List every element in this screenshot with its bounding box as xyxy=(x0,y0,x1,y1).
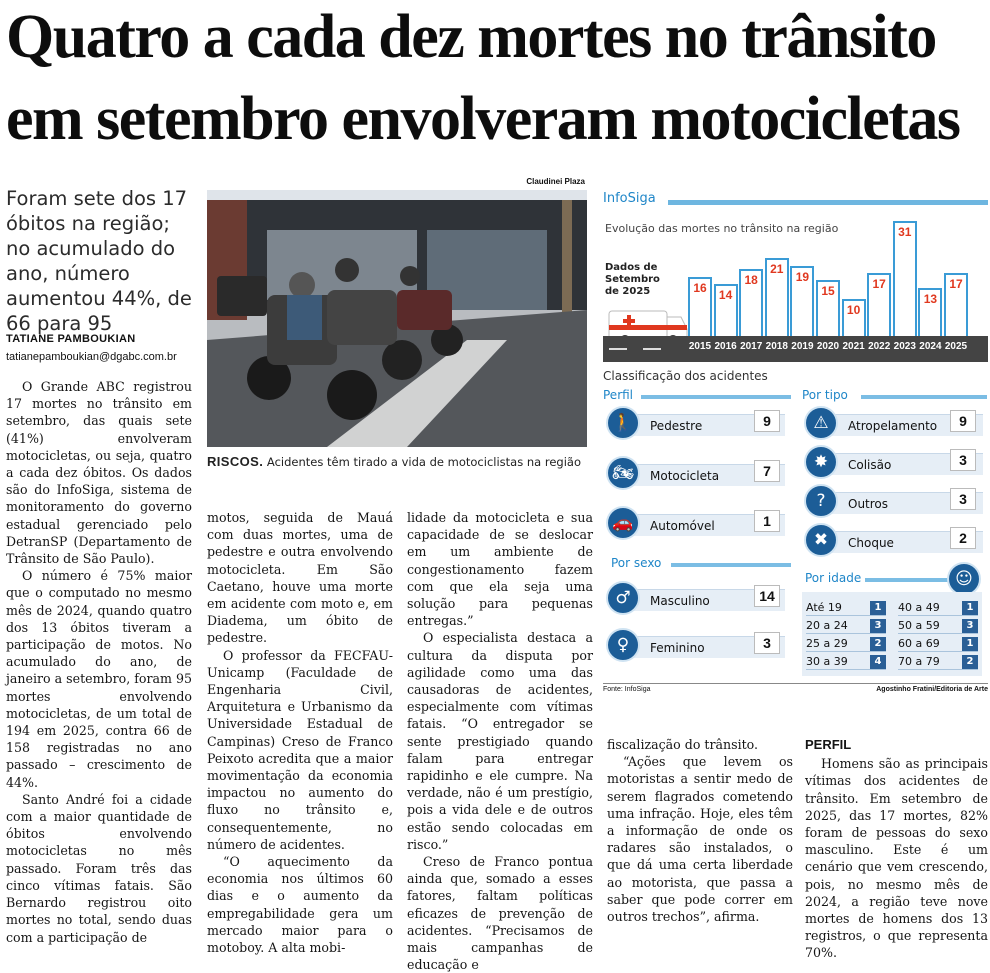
idade-title: Por idade xyxy=(805,571,862,585)
bar-value-label: 16 xyxy=(693,281,707,295)
x-tick-label: 2017 xyxy=(740,341,763,352)
road-dash xyxy=(609,348,627,350)
bar-2024 xyxy=(918,288,942,336)
stat-label: Atropelamento xyxy=(828,414,983,436)
section-rule xyxy=(865,578,951,582)
data-note: Dados de Setembro de 2025 xyxy=(605,262,660,297)
byline-name: TATIANE PAMBOUKIAN xyxy=(6,333,136,345)
article-column-1 xyxy=(6,378,192,946)
age-panel xyxy=(802,592,982,676)
infographic xyxy=(603,188,988,704)
x-tick-label: 2024 xyxy=(919,341,942,352)
paragraph: Santo André foi a cidade com a maior quantidade de óbitos envolvendo motocicletas no mês passado. Foram três das cinco vítimas fatais. São Bernardo registrou oito mortes no total, sendo duas com a participação de xyxy=(6,791,192,945)
paragraph: O especialista destaca a cultura da disputa por agilidade como uma das causadoras de acidentes, especialmente com vítimas fatais. “O entregador se sente prestigiado quando falam para entregar rapidinho e ele cumpre. Na verdade, não é um prestígio, pois a vida dele e de outros estão sendo colocadas em risco.” xyxy=(407,630,593,852)
section-rule xyxy=(641,395,791,399)
age-count: 1 xyxy=(962,601,978,615)
bar-value-label: 15 xyxy=(821,284,835,298)
article-column-2 xyxy=(207,509,393,956)
x-tick-label: 2025 xyxy=(944,341,968,352)
stat-row xyxy=(804,406,978,440)
bar-2021 xyxy=(842,299,866,336)
bar-value-label: 17 xyxy=(872,277,886,291)
age-row xyxy=(898,600,978,616)
perfil-heading: PERFIL xyxy=(805,737,852,752)
bar-value-label: 17 xyxy=(949,277,963,291)
stat-row xyxy=(804,445,978,479)
age-count: 1 xyxy=(962,637,978,651)
stat-value: 9 xyxy=(754,410,780,432)
stat-label: Masculino xyxy=(630,589,785,611)
motorcyclists-image xyxy=(207,190,587,447)
classification-title: Classificação dos acidentes xyxy=(603,369,768,383)
article-column-3 xyxy=(407,509,593,973)
age-count: 1 xyxy=(870,601,886,615)
paragraph: O número é 75% maior que o computado no mesmo mês de 2024, quando quatro dos 13 óbitos tiveram a participação de motos. No acumulado do ano, de janeiro a setembro, foram 95 mortes envolvendo motocicletas, de um total de 194 em 2025, contra 66 de 158 registradas no ano passado – crescimento de 44%. xyxy=(6,568,192,790)
paragraph: “Ações que levem os motoristas a sentir medo de serem flagrados cometendo uma infração. Hoje, eles têm a informação de onde os radares são instalados, o que dá uma certa liberdade ao motorista, que passa a saber que pode correr em outros trechos”, afirma. xyxy=(607,754,793,925)
caption-text: Acidentes têm tirado a vida de motociclistas na região xyxy=(266,455,581,469)
male-icon: ♂ xyxy=(606,581,640,615)
paragraph: O Grande ABC registrou 17 mortes no trânsito em setembro, das quais sete (41%) envolveram motocicletas, ou seja, quatro a cada dez óbitos. Os dados são do InfoSiga, sistema de monitoramento do governo estadual gerenciado pelo DetranSP (Departamento de Trânsito de São Paulo). xyxy=(6,379,192,567)
bar-2018 xyxy=(765,258,789,336)
x-tick-label: 2020 xyxy=(816,341,840,352)
chart-title: Evolução das mortes no trânsito na região xyxy=(605,222,839,235)
age-count: 2 xyxy=(962,655,978,669)
stat-label: Motocicleta xyxy=(630,464,785,486)
footer-rule xyxy=(603,683,988,684)
age-range: 60 a 69 xyxy=(898,637,940,650)
stat-value: 1 xyxy=(754,510,780,532)
age-row xyxy=(806,654,886,670)
age-range: 70 a 79 xyxy=(898,655,940,668)
stat-row xyxy=(606,506,782,540)
bar-value-label: 19 xyxy=(795,270,810,284)
run-over-icon: ⚠ xyxy=(804,406,838,440)
age-count: 2 xyxy=(870,637,886,651)
stat-row xyxy=(606,456,782,490)
article-column-4 xyxy=(607,736,793,925)
x-tick-label: 2018 xyxy=(765,341,788,352)
headline xyxy=(6,2,986,154)
section-rule xyxy=(671,563,791,567)
stat-label: Colisão xyxy=(828,453,983,475)
stat-label: Outros xyxy=(828,492,983,514)
collision-icon: ✸ xyxy=(804,445,838,479)
stat-value: 7 xyxy=(754,460,780,482)
bar-2016 xyxy=(714,284,738,336)
headline-line-2: em setembro envolveram motocicletas xyxy=(6,85,960,153)
road-dash xyxy=(643,348,661,350)
bar-value-label: 21 xyxy=(770,262,784,276)
age-row xyxy=(806,618,886,634)
x-tick-label: 2019 xyxy=(791,341,814,352)
bar-2023 xyxy=(893,221,917,336)
female-icon: ♀ xyxy=(606,628,640,662)
bar-2017 xyxy=(739,269,763,336)
paragraph: O professor da FECFAU-Unicamp (Faculdade de Engenharia Civil, Arquitetura e Urbanismo da Universidade Estadual de Campinas) Creso de Franco Peixoto acredita que a maior movimentação da economia impactou no aumento do fluxo no trânsito e, consequentemente, no número de acidentes. xyxy=(207,647,393,852)
paragraph: Homens são as principais vítimas dos acidentes de trânsito. Em setembro de 2025, das 17 mortes, 82% foram de pessoas do sexo masculino. Este é um cenário que vem crescendo, pois, no mesmo mês de 2024, a região teve nove mortes de homens dos 13 registros, o que representa 70%. xyxy=(805,756,988,961)
x-tick-label: 2023 xyxy=(893,341,916,352)
sexo-title: Por sexo xyxy=(611,556,662,570)
stat-label: Feminino xyxy=(630,636,785,658)
infosiga-brand: InfoSiga xyxy=(603,191,656,206)
stat-label: Automóvel xyxy=(630,514,785,536)
age-count: 4 xyxy=(870,655,886,669)
pedestrian-icon: 🚶 xyxy=(606,406,640,440)
age-row xyxy=(898,636,978,652)
article-column-5 xyxy=(805,736,988,962)
stat-label: Choque xyxy=(828,531,983,553)
age-row xyxy=(806,600,886,616)
x-tick-label: 2021 xyxy=(842,341,865,352)
bar-value-label: 10 xyxy=(846,303,861,317)
age-row xyxy=(898,618,978,634)
stat-label: Pedestre xyxy=(630,414,785,436)
section-rule xyxy=(861,395,987,399)
art-credit: Agostinho Fratini/Editoria de Arte xyxy=(876,686,988,693)
news-photo xyxy=(207,190,587,447)
photo-caption xyxy=(207,454,591,469)
tipo-title: Por tipo xyxy=(802,388,848,402)
age-row xyxy=(898,654,978,670)
deck: Foram sete dos 17 óbitos na região; no acumulado do ano, número aumentou 44%, de 66 para 95 xyxy=(6,187,192,335)
stat-value: 14 xyxy=(754,585,780,607)
stat-row xyxy=(606,628,782,662)
x-tick-label: 2022 xyxy=(868,341,891,352)
question-icon: ? xyxy=(804,484,838,518)
x-tick-label: 2015 xyxy=(688,341,712,352)
age-range: 50 a 59 xyxy=(898,619,940,632)
paragraph: lidade da motocicleta e sua capacidade de se deslocar em um ambiente de congestionamento fazem com que ela seja uma solução para pequenas entregas.” xyxy=(407,510,593,629)
x-tick-label: 2016 xyxy=(714,341,737,352)
age-count: 3 xyxy=(870,619,886,633)
age-range: 20 a 24 xyxy=(806,619,848,632)
paragraph: fiscalização do trânsito. xyxy=(607,737,759,752)
stat-value: 3 xyxy=(950,488,976,510)
brand-bar xyxy=(668,200,988,205)
bar-2025 xyxy=(944,273,968,336)
perfil-title: Perfil xyxy=(603,388,634,402)
chart-panel xyxy=(603,188,988,365)
age-range: Até 19 xyxy=(806,601,842,614)
source: Fonte: InfoSiga xyxy=(603,686,651,693)
stat-row xyxy=(606,406,782,440)
age-range: 30 a 39 xyxy=(806,655,848,668)
bar-2022 xyxy=(867,273,891,336)
age-count: 3 xyxy=(962,619,978,633)
stat-value: 2 xyxy=(950,527,976,549)
paragraph: “O aquecimento da economia nos últimos 60 dias e o aumento da empregabilidade gera um mercado maior para o motoboy. A alta mobi- xyxy=(207,854,393,956)
stat-value: 9 xyxy=(950,410,976,432)
bar-2015 xyxy=(688,277,712,336)
byline-email[interactable]: tatianepamboukian@dgabc.com.br xyxy=(6,351,177,363)
photo-credit: Claudinei Plaza xyxy=(526,177,585,186)
stat-value: 3 xyxy=(754,632,780,654)
age-row xyxy=(806,636,886,652)
bar-value-label: 14 xyxy=(718,288,733,302)
stat-row xyxy=(804,484,978,518)
paragraph: Creso de Franco pontua ainda que, somado a esses fatores, faltam políticas eficazes de prevenção de acidentes. “Precisamos de mais campanhas de educação e xyxy=(407,854,593,973)
motorcycle-icon: 🏍 xyxy=(606,456,640,490)
car-icon: 🚗 xyxy=(606,506,640,540)
stat-row xyxy=(606,581,782,615)
crash-icon: ✖ xyxy=(804,523,838,557)
bar-value-label: 18 xyxy=(744,273,758,287)
age-range: 40 a 49 xyxy=(898,601,940,614)
family-icon: ☺ xyxy=(947,562,981,596)
headline-line-1: Quatro a cada dez mortes no trânsito xyxy=(6,3,936,71)
bar-value-label: 31 xyxy=(898,225,912,239)
bar-value-label: 13 xyxy=(923,292,938,306)
stat-value: 3 xyxy=(950,449,976,471)
age-range: 25 a 29 xyxy=(806,637,848,650)
bar-2020 xyxy=(816,280,840,336)
stat-row xyxy=(804,523,978,557)
caption-tag: RISCOS. xyxy=(207,454,264,469)
bar-2019 xyxy=(790,266,814,336)
paragraph: motos, seguida de Mauá com duas mortes, uma de pedestre e outra envolvendo motocicleta. Em São Caetano, houve uma morte em acidente com moto e, em Diadema, um óbito de pedestre. xyxy=(207,510,393,646)
